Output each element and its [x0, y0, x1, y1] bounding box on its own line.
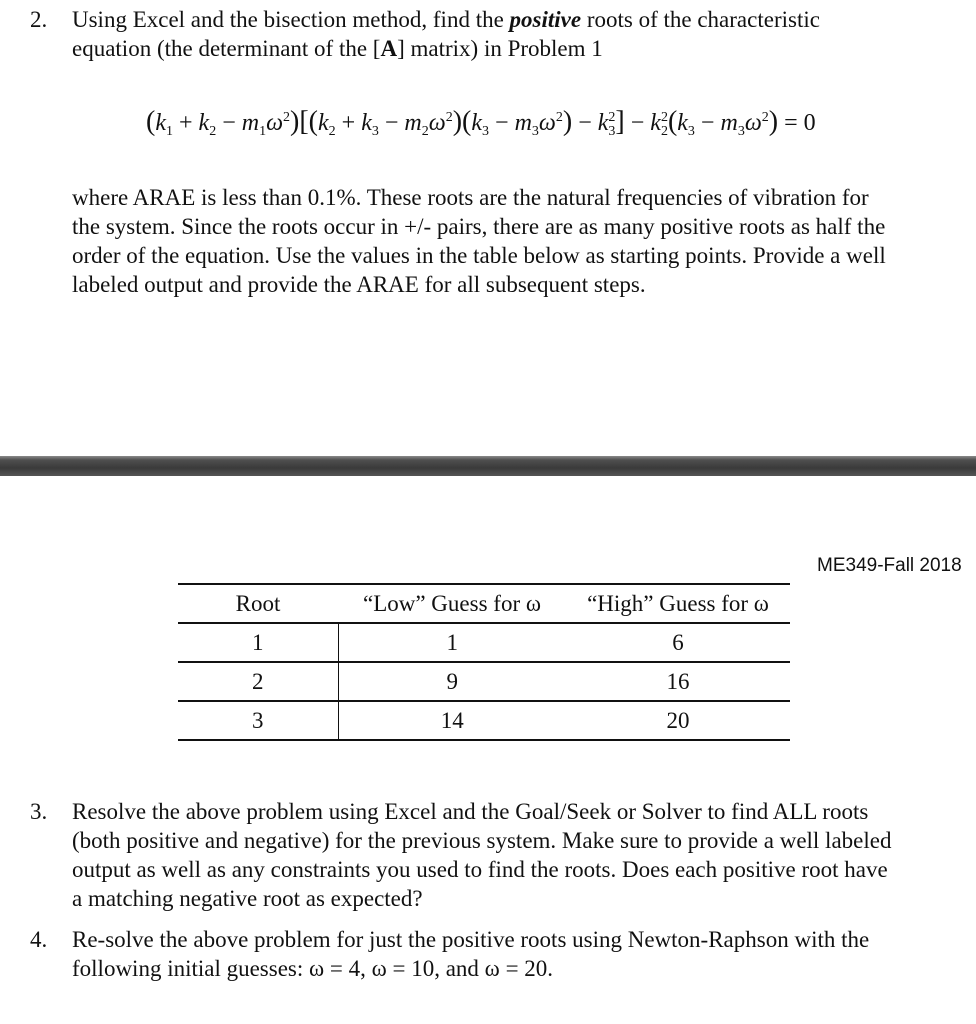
positive-emphasis: positive	[509, 7, 582, 32]
table-header-row	[178, 584, 790, 623]
low-guess-cell: 9	[446, 668, 458, 694]
problem-2-body-line: order of the equation. Use the values in the table below as starting points. Provide a well	[72, 243, 886, 268]
problem-2-text	[72, 5, 972, 63]
problem-2-line-2: equation (the determinant of the [A] matrix) in Problem 1	[72, 36, 603, 61]
problem-2-number: 2.	[30, 7, 48, 32]
high-guess-cell: 20	[666, 707, 690, 733]
page-divider	[0, 456, 976, 476]
problem-3-line: (both positive and negative) for the previous system. Make sure to provide a well labeled	[72, 828, 892, 853]
header-high-guess: “High” Guess for ω	[587, 590, 769, 616]
header-root: Root	[235, 590, 281, 616]
low-guess-cell: 1	[446, 629, 458, 655]
root-cell: 1	[178, 623, 338, 662]
problem-3-line: a matching negative root as expected?	[72, 886, 423, 911]
problem-4-text	[72, 925, 972, 983]
problem-2-body-line: labeled output and provide the ARAE for all subsequent steps.	[72, 272, 646, 297]
root-cell: 2	[178, 662, 338, 701]
starting-points-table	[178, 583, 790, 741]
root-cell: 3	[178, 701, 338, 740]
problem-4-line-1: Re-solve the above problem for just the positive roots using Newton-Raphson with the	[72, 927, 870, 952]
problem-4-number: 4.	[30, 927, 48, 952]
characteristic-equation: $(k_1 + k_2 - m_1\omega^2)[(k_2 + k_3 - m_2\omega^2)(k_3 - m_3\omega^2) - k_3^2] - k_2^2(k_3 - m_3\omega^2) = 0$	[146, 106, 816, 139]
low-guess-cell: 14	[440, 707, 464, 733]
problem-3-line: Resolve the above problem using Excel and the Goal/Seek or Solver to find ALL roots	[72, 799, 869, 824]
problem-2-body-line: the system. Since the roots occur in +/- pairs, there are as many positive roots as half the	[72, 214, 886, 239]
problem-4-line-2: following initial guesses: ω = 4, ω = 10, and ω = 20.	[72, 956, 554, 981]
header-low-guess: “Low” Guess for ω	[362, 590, 541, 616]
table-row	[178, 623, 790, 662]
course-tag: ME349-Fall 2018	[817, 555, 962, 576]
high-guess-cell: 16	[666, 668, 690, 694]
problem-2-line-1: Using Excel and the bisection method, find the positive roots of the characteristic	[72, 7, 820, 32]
problem-2-body	[72, 183, 972, 299]
table-row	[178, 701, 790, 740]
problem-2-body-line: where ARAE is less than 0.1%. These roots are the natural frequencies of vibration for	[72, 185, 869, 210]
problem-3-number: 3.	[30, 799, 48, 824]
high-guess-cell: 6	[672, 629, 684, 655]
problem-3-text	[72, 797, 972, 913]
table-row	[178, 662, 790, 701]
matrix-a-bold: A	[380, 36, 398, 61]
problem-3-line: output as well as any constraints you used to find the roots. Does each positive root have	[72, 857, 888, 882]
